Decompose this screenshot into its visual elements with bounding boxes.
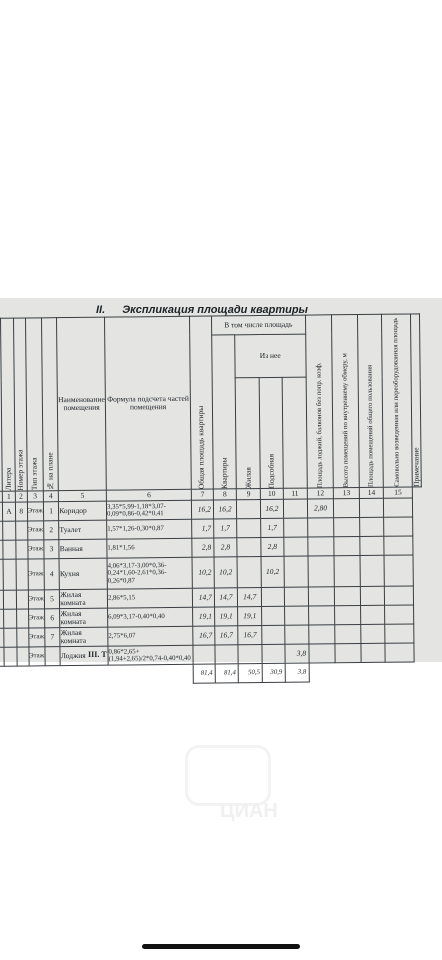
note-cell [384,536,413,555]
header-formula: Формула подсчета частей помещения [104,316,191,490]
header-height: Высота помещений по внутреннему обмеру, м [332,315,359,488]
height-cell [308,587,335,606]
header-floor-number: Номер этажа [13,318,27,491]
plan-number-cell: 4 [44,559,60,590]
auxiliary-area-cell: 1,7 [261,519,284,538]
loggia-area-cell [284,625,308,644]
common-area-cell [334,518,360,537]
floor-type-cell: Этаж [28,609,44,628]
formula-cell: 2,86*5,15 [107,588,193,608]
note-cell [384,555,413,586]
flat-area-cell: 14,7 [214,588,237,607]
note-cell [385,586,414,605]
column-numbers-row: 1 2 3 4 5 6 7 8 9 10 11 12 13 14 15 [0,487,421,503]
auxiliary-area-cell [262,607,285,626]
section-title-text: Экспликация площади квартиры [122,304,308,316]
auxiliary-area-cell: 10,2 [261,557,284,588]
total-area-cell: 16,7 [193,626,215,645]
flat-area-cell [215,645,238,664]
header-litera: Литера [1,318,16,491]
header-selfbuilt-area: Самовольно возведенная или переоборудованная площадь [382,314,412,487]
floor-type-cell: Этаж [28,590,44,609]
height-cell [308,556,335,587]
litera-cell: А [3,502,16,521]
header-total-area: Общая площадь квартиры [190,316,213,489]
room-row [0,555,422,591]
flat-area-cell: 19,1 [214,607,237,626]
header-flat: Квартиры [212,335,237,489]
common-area-cell [335,606,361,625]
living-area-cell: 14,7 [237,588,261,607]
floor-number-cell [16,559,28,590]
height-cell [307,518,334,537]
height-cell [308,606,335,625]
header-including: В том числе площадь [211,315,305,335]
flat-area-cell: 16,7 [215,626,238,645]
flat-area-cell: 16,2 [213,500,236,519]
loggia-area-cell [284,606,308,625]
common-area-cell [334,556,360,587]
floor-number-cell [17,628,29,647]
height-cell [308,625,335,644]
living-area-cell [237,500,261,519]
total-area-cell [193,645,215,664]
header-floor-type: Тип этажа [25,318,43,491]
note-cell [385,605,414,624]
plan-number-cell: 7 [45,628,61,647]
common-area-cell [334,499,360,518]
selfbuilt-cell [359,498,384,517]
room-name-cell: Жилая комната [60,589,108,608]
header-auxiliary: Подсобная [259,378,282,489]
floor-number-cell [15,521,27,540]
formula-cell: 1,81*1,56 [107,538,193,558]
total-area-cell: 10,2 [192,557,214,588]
common-area-cell [335,644,361,663]
height-cell: 2,80 [307,499,334,518]
note-cell [384,498,413,517]
living-area-cell: 19,1 [238,607,262,626]
home-indicator[interactable] [142,944,300,949]
auxiliary-area-cell [262,588,285,607]
room-name-cell: Коридор [59,501,107,520]
paper-sheet [0,298,442,678]
litera-cell [4,609,17,628]
header-room-name: Наименование помещения [57,317,107,491]
plan-number-cell: 3 [44,540,60,559]
living-area-cell [237,557,261,588]
living-area-sum: 50,5 [238,664,262,683]
plan-number-cell: 5 [44,590,60,609]
formula-cell: 2,75*6,07 [108,626,194,646]
next-section-title: III. Т [88,650,107,659]
height-cell [307,537,334,556]
total-area-cell: 19,1 [193,607,215,626]
room-name-cell: Туалет [59,520,107,539]
selfbuilt-cell [361,643,386,662]
selfbuilt-cell [360,586,385,605]
loggia-area-cell [284,587,308,606]
floor-type-cell: Этаж [28,559,45,590]
common-area-cell [335,587,361,606]
litera-cell [3,590,16,609]
litera-cell [4,647,17,666]
plan-number-cell: 1 [43,502,59,521]
floor-type-cell: Этаж [28,628,44,647]
floor-number-cell [17,647,29,666]
living-area-cell [237,538,261,557]
header-of-which: Из нее [235,334,306,378]
loggia-area-cell [284,556,308,587]
area-explication-table [0,313,424,686]
auxiliary-area-sum: 30,9 [262,664,285,683]
loggia-area-sum: 3,8 [285,663,309,682]
document-photo [0,298,442,678]
selfbuilt-cell [361,624,386,643]
litera-cell [3,521,16,540]
loggia-area-cell [283,537,307,556]
total-area-cell: 1,7 [192,519,214,538]
living-area-cell [238,645,262,664]
room-name-cell: Кухня [59,558,107,589]
formula-cell: 6,09*3,17-0,40*0,40 [108,607,194,627]
floor-number-cell [16,540,28,559]
room-name-cell: Лоджия [60,646,108,665]
auxiliary-area-cell: 16,2 [261,500,284,519]
floor-type-cell: Этаж [28,647,44,666]
total-area-cell: 2,8 [192,538,214,557]
header-note: Примечание [410,314,421,487]
loggia-area-cell: 3,8 [285,644,309,663]
common-area-cell [334,537,360,556]
auxiliary-area-cell [262,626,285,645]
room-name-cell: Жилая комната [60,627,108,646]
formula-cell: 1,57*1,26-0,30*0,87 [107,519,193,539]
flat-area-cell: 2,8 [214,538,237,557]
height-cell [308,644,335,663]
total-area-sum: 81,4 [193,664,215,683]
note-cell [384,517,413,536]
floor-type-cell: Этаж [27,521,43,540]
selfbuilt-cell [359,517,384,536]
totals-row [0,662,423,686]
floor-number-cell [16,590,28,609]
plan-number-cell: 2 [43,521,59,540]
room-name-cell: Ванная [59,539,107,558]
auxiliary-area-cell [262,645,285,664]
floor-type-cell: Этаж [27,540,43,559]
header-plan-number: № на плане [41,318,58,491]
auxiliary-area-cell: 2,8 [261,538,284,557]
litera-cell [3,540,16,559]
section-number: II. [96,304,106,316]
total-area-cell: 16,2 [192,500,214,519]
loggia-area-cell [283,518,307,537]
plan-number-cell [45,647,61,666]
living-area-cell [237,519,261,538]
formula-cell: 0,86*2,65+(1,94+2,65)/2*0,74-0,40*0,40 [108,645,194,665]
formula-cell: 3,35*5,99-1,18*3,07-0,09*0,86-0,42*0,41 [106,500,192,520]
floor-type-cell: Этаж [27,502,43,521]
header-common-area: Площадь помещений общего пользования [357,314,383,487]
watermark-text: ЦИАН [220,800,278,822]
total-area-cell: 14,7 [193,588,215,607]
room-name-cell: Жилая комната [60,608,108,627]
header-loggia: Площадь лоджий, балконов без попр. коэф. [305,315,334,488]
loggia-area-cell [283,499,307,518]
litera-cell [4,628,17,647]
common-area-cell [335,625,361,644]
note-cell [385,624,414,643]
note-cell [385,643,414,662]
formula-cell: 4,06*3,17-3,00*0,36-0,24*1,60-2,61*0,36-0,26*0,87 [107,557,193,589]
cian-logo-watermark [185,745,271,806]
floor-number-cell: 8 [15,502,27,521]
header-living: Жилая [235,378,260,489]
selfbuilt-cell [360,555,385,586]
selfbuilt-cell [360,605,385,624]
plan-number-cell: 6 [44,609,60,628]
selfbuilt-cell [360,536,385,555]
litera-cell [3,559,16,590]
floor-number-cell [16,609,28,628]
flat-area-sum: 81,4 [215,664,238,683]
living-area-cell: 16,7 [238,626,262,645]
flat-area-cell: 10,2 [214,557,238,588]
flat-area-cell: 1,7 [213,519,236,538]
